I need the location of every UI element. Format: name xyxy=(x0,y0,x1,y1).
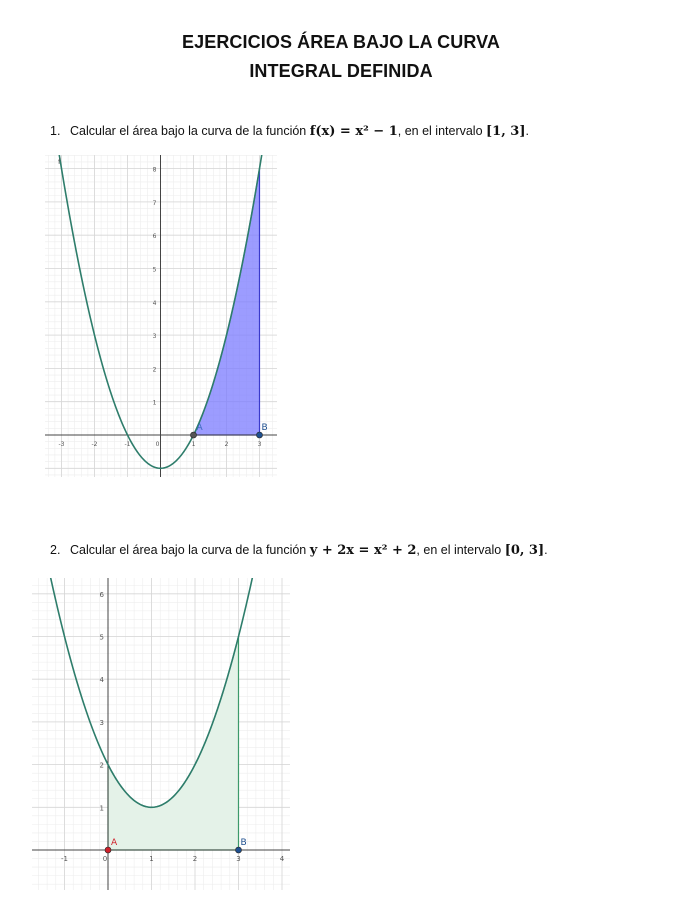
exercise-2-graph xyxy=(32,578,290,890)
shaded-area-region xyxy=(108,637,239,851)
y-tick-label: 1 xyxy=(152,399,157,407)
exercise-2-period: . xyxy=(544,543,548,557)
exercise-1-function: f(x) = x² − 1 xyxy=(309,124,398,139)
exercise-1-graph xyxy=(45,155,277,477)
page-title-line-1: EJERCICIOS ÁREA BAJO LA CURVA xyxy=(182,32,500,52)
point-b-label: B xyxy=(261,423,268,433)
y-tick-label: 2 xyxy=(152,366,157,374)
exercise-2-text-middle: , en el intervalo xyxy=(416,543,502,557)
x-tick-label: 3 xyxy=(257,441,262,448)
exercise-2-statement xyxy=(50,543,548,558)
x-tick-label: -1 xyxy=(124,441,131,448)
y-tick-label: 3 xyxy=(152,333,157,341)
y-tick-label: 6 xyxy=(152,233,157,241)
function-name-label: f xyxy=(58,158,61,166)
y-tick-label: 5 xyxy=(99,633,104,642)
x-tick-label: -2 xyxy=(91,441,98,448)
exercise-1-interval: [1, 3] xyxy=(486,124,526,139)
x-tick-label: 4 xyxy=(279,855,285,863)
point-b-label: B xyxy=(240,838,247,848)
exercise-1-text: Calcular el área bajo la curva de la función xyxy=(70,124,307,138)
point-a-label: A xyxy=(111,838,118,848)
exercise-1-period: . xyxy=(525,124,529,138)
exercise-2-text: Calcular el área bajo la curva de la función xyxy=(70,543,307,557)
page-title-line-2: INTEGRAL DEFINIDA xyxy=(249,61,433,81)
x-tick-label: 2 xyxy=(224,441,229,448)
y-tick-label: 3 xyxy=(99,718,104,727)
x-tick-label: 1 xyxy=(149,855,154,863)
exercise-2-function: y + 2x = x² + 2 xyxy=(309,543,417,558)
x-tick-label: 2 xyxy=(192,855,198,863)
x-tick-label: -1 xyxy=(61,855,68,863)
exercise-1-text-middle: , en el intervalo xyxy=(397,124,483,138)
y-tick-label: 8 xyxy=(152,166,157,174)
y-tick-label: 5 xyxy=(152,266,157,274)
y-tick-label: 6 xyxy=(99,590,104,599)
exercise-2-number: 2. xyxy=(50,543,61,557)
exercise-1-statement xyxy=(50,124,529,139)
y-tick-label: 7 xyxy=(152,199,157,207)
x-tick-label: -3 xyxy=(58,441,65,448)
y-tick-label: 2 xyxy=(99,761,104,770)
exercise-1-number: 1. xyxy=(50,124,61,138)
y-tick-label: 4 xyxy=(152,299,157,307)
y-tick-label: 4 xyxy=(99,676,104,685)
exercise-2-interval: [0, 3] xyxy=(504,543,545,558)
x-tick-label: 0 xyxy=(102,855,108,863)
y-tick-label: 1 xyxy=(99,804,104,813)
x-tick-label: 0 xyxy=(155,441,160,448)
x-tick-label: 3 xyxy=(236,855,241,863)
point-a-label: A xyxy=(196,423,203,433)
x-tick-label: 1 xyxy=(191,441,196,448)
